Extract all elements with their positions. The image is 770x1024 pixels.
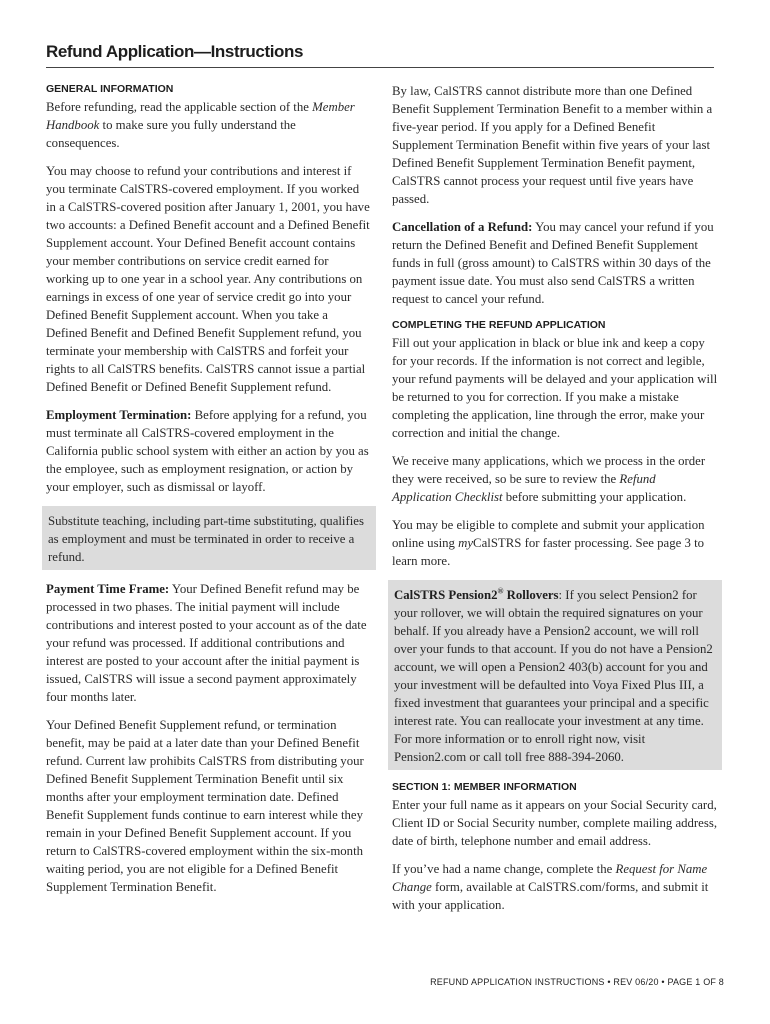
section1-heading: SECTION 1: MEMBER INFORMATION [392, 781, 577, 793]
member-information-paragraph: Enter your full name as it appears on your Social Security card, Client ID or Social Security number, complete mailing address, date of birth, telephone number and email address. [392, 798, 718, 848]
page-footer: REFUND APPLICATION INSTRUCTIONS • REV 06/20 • PAGE 1 OF 8 [430, 977, 724, 987]
processing-order-paragraph: We receive many applications, which we process in the order they were received, so be sure to review the Refund Application Checklist before submitting your application. [392, 454, 706, 504]
cancellation-paragraph: Cancellation of a Refund: You may cancel your refund if you return the Defined Benefit and Defined Benefit Supplement funds in full (gross amount) to CalSTRS within 30 days of the payment issue date. You must also send CalSTRS a written request to cancel your refund. [392, 220, 714, 306]
checklist-reference: Refund Application Checklist [392, 472, 656, 504]
page-title: Refund Application—Instructions [46, 42, 304, 61]
fill-out-paragraph: Fill out your application in black or blue ink and keep a copy for your records. If the information is not correct and legible, your refund payments will be delayed and your application will be returned to you for correction. If you make a mistake completing the application, line through the error, make your correction and initial the change. [392, 336, 718, 440]
employment-termination-paragraph: Employment Termination: Before applying for a refund, you must terminate all CalSTRS-covered employment in the California public school system with either an action by you as the employee, such as employment resignation, or action by your employer, such as dismissal or layoff. [46, 408, 369, 494]
supplement-refund-paragraph: Your Defined Benefit Supplement refund, or termination benefit, may be paid at a later date than your Defined Benefit refund. Current law prohibits CalSTRS from distributing your Defined Benefit Supplement Termination Benefit until six months after your employment termination date. Defined Benefit Supplement funds continue to earn interest while they remain in your Defined Benefit Supplement account. If you return to CalSTRS-covered employment within the six-month waiting period, you are not eligible for a Defined Benefit Supplement Termination Benefit. [46, 718, 364, 894]
name-change-paragraph: If you’ve had a name change, complete the Request for Name Change form, available at CalSTRS.com/forms, and submit it with your application. [392, 862, 709, 912]
five-year-rule-paragraph: By law, CalSTRS cannot distribute more than one Defined Benefit Supplement Termination Benefit to a member within a five-year period. If you apply for a Defined Benefit Supplement Termination Benefit within five years of your last Defined Benefit Supplement Termination Benefit payment, CalSTRS cannot process your request until five years have passed. [392, 84, 713, 206]
payment-time-frame-paragraph: Payment Time Frame: Your Defined Benefit refund may be processed in two phases. The initial payment will include contributions and interest posted to your account as of the date your refund was processed. If additional contributions and interest are posted to your account after the initial payment is issued, CalSTRS will issue a second payment approximately four months later. [46, 582, 367, 704]
online-application-paragraph: You may be eligible to complete and submit your application online using myCalSTRS for faster processing. See page 3 to learn more. [392, 518, 705, 568]
member-handbook-reference: Member Handbook [46, 100, 355, 132]
pension2-rollover-callout: CalSTRS Pension2® Rollovers: If you select Pension2 for your rollover, we will obtain the required signatures on your behalf. If you already have a Pension2 account, we will roll over your funds to that account. If you do not have a Pension2 account, we will open a Pension2 403(b) account for you and your investment will be defaulted into Voya Fixed Plus III, a fixed investment that guarantees your principal and a specific interest rate. You can reallocate your investment at any time. For more information or to enroll right now, visit Pension2.com or call toll free 888-394-2060. [388, 580, 722, 770]
intro-paragraph: Before refunding, read the applicable section of the Member Handbook to make sure you fully understand the consequences. [46, 100, 355, 150]
general-information-heading: GENERAL INFORMATION [46, 83, 174, 95]
name-change-form-reference: Request for Name Change [392, 862, 708, 894]
substitute-teaching-callout: Substitute teaching, including part-time substituting, qualifies as employment and must be terminated in order to receive a refund. [42, 506, 376, 570]
left-column [46, 82, 372, 906]
right-column [392, 82, 718, 924]
completing-application-heading: COMPLETING THE REFUND APPLICATION [392, 319, 606, 331]
accounts-paragraph: You may choose to refund your contributions and interest if you terminate CalSTRS-covered employment. If you worked in a CalSTRS-covered position after January 1, 2001, you have two accounts: a Defined Benefit account and a Defined Benefit Supplement account. Your Defined Benefit account contains your member contributions on service credit earned for working up to one year in a school year. Any contributions on earnings in excess of one year of service credit go into your Defined Benefit Supplement account. When you take a Defined Benefit and Defined Benefit Supplement refund, you terminate your membership with CalSTRS and forfeit your rights to all CalSTRS benefits. CalSTRS cannot issue a partial Defined Benefit or Defined Benefit Supplement refund. [46, 164, 370, 394]
title-divider [46, 67, 714, 68]
